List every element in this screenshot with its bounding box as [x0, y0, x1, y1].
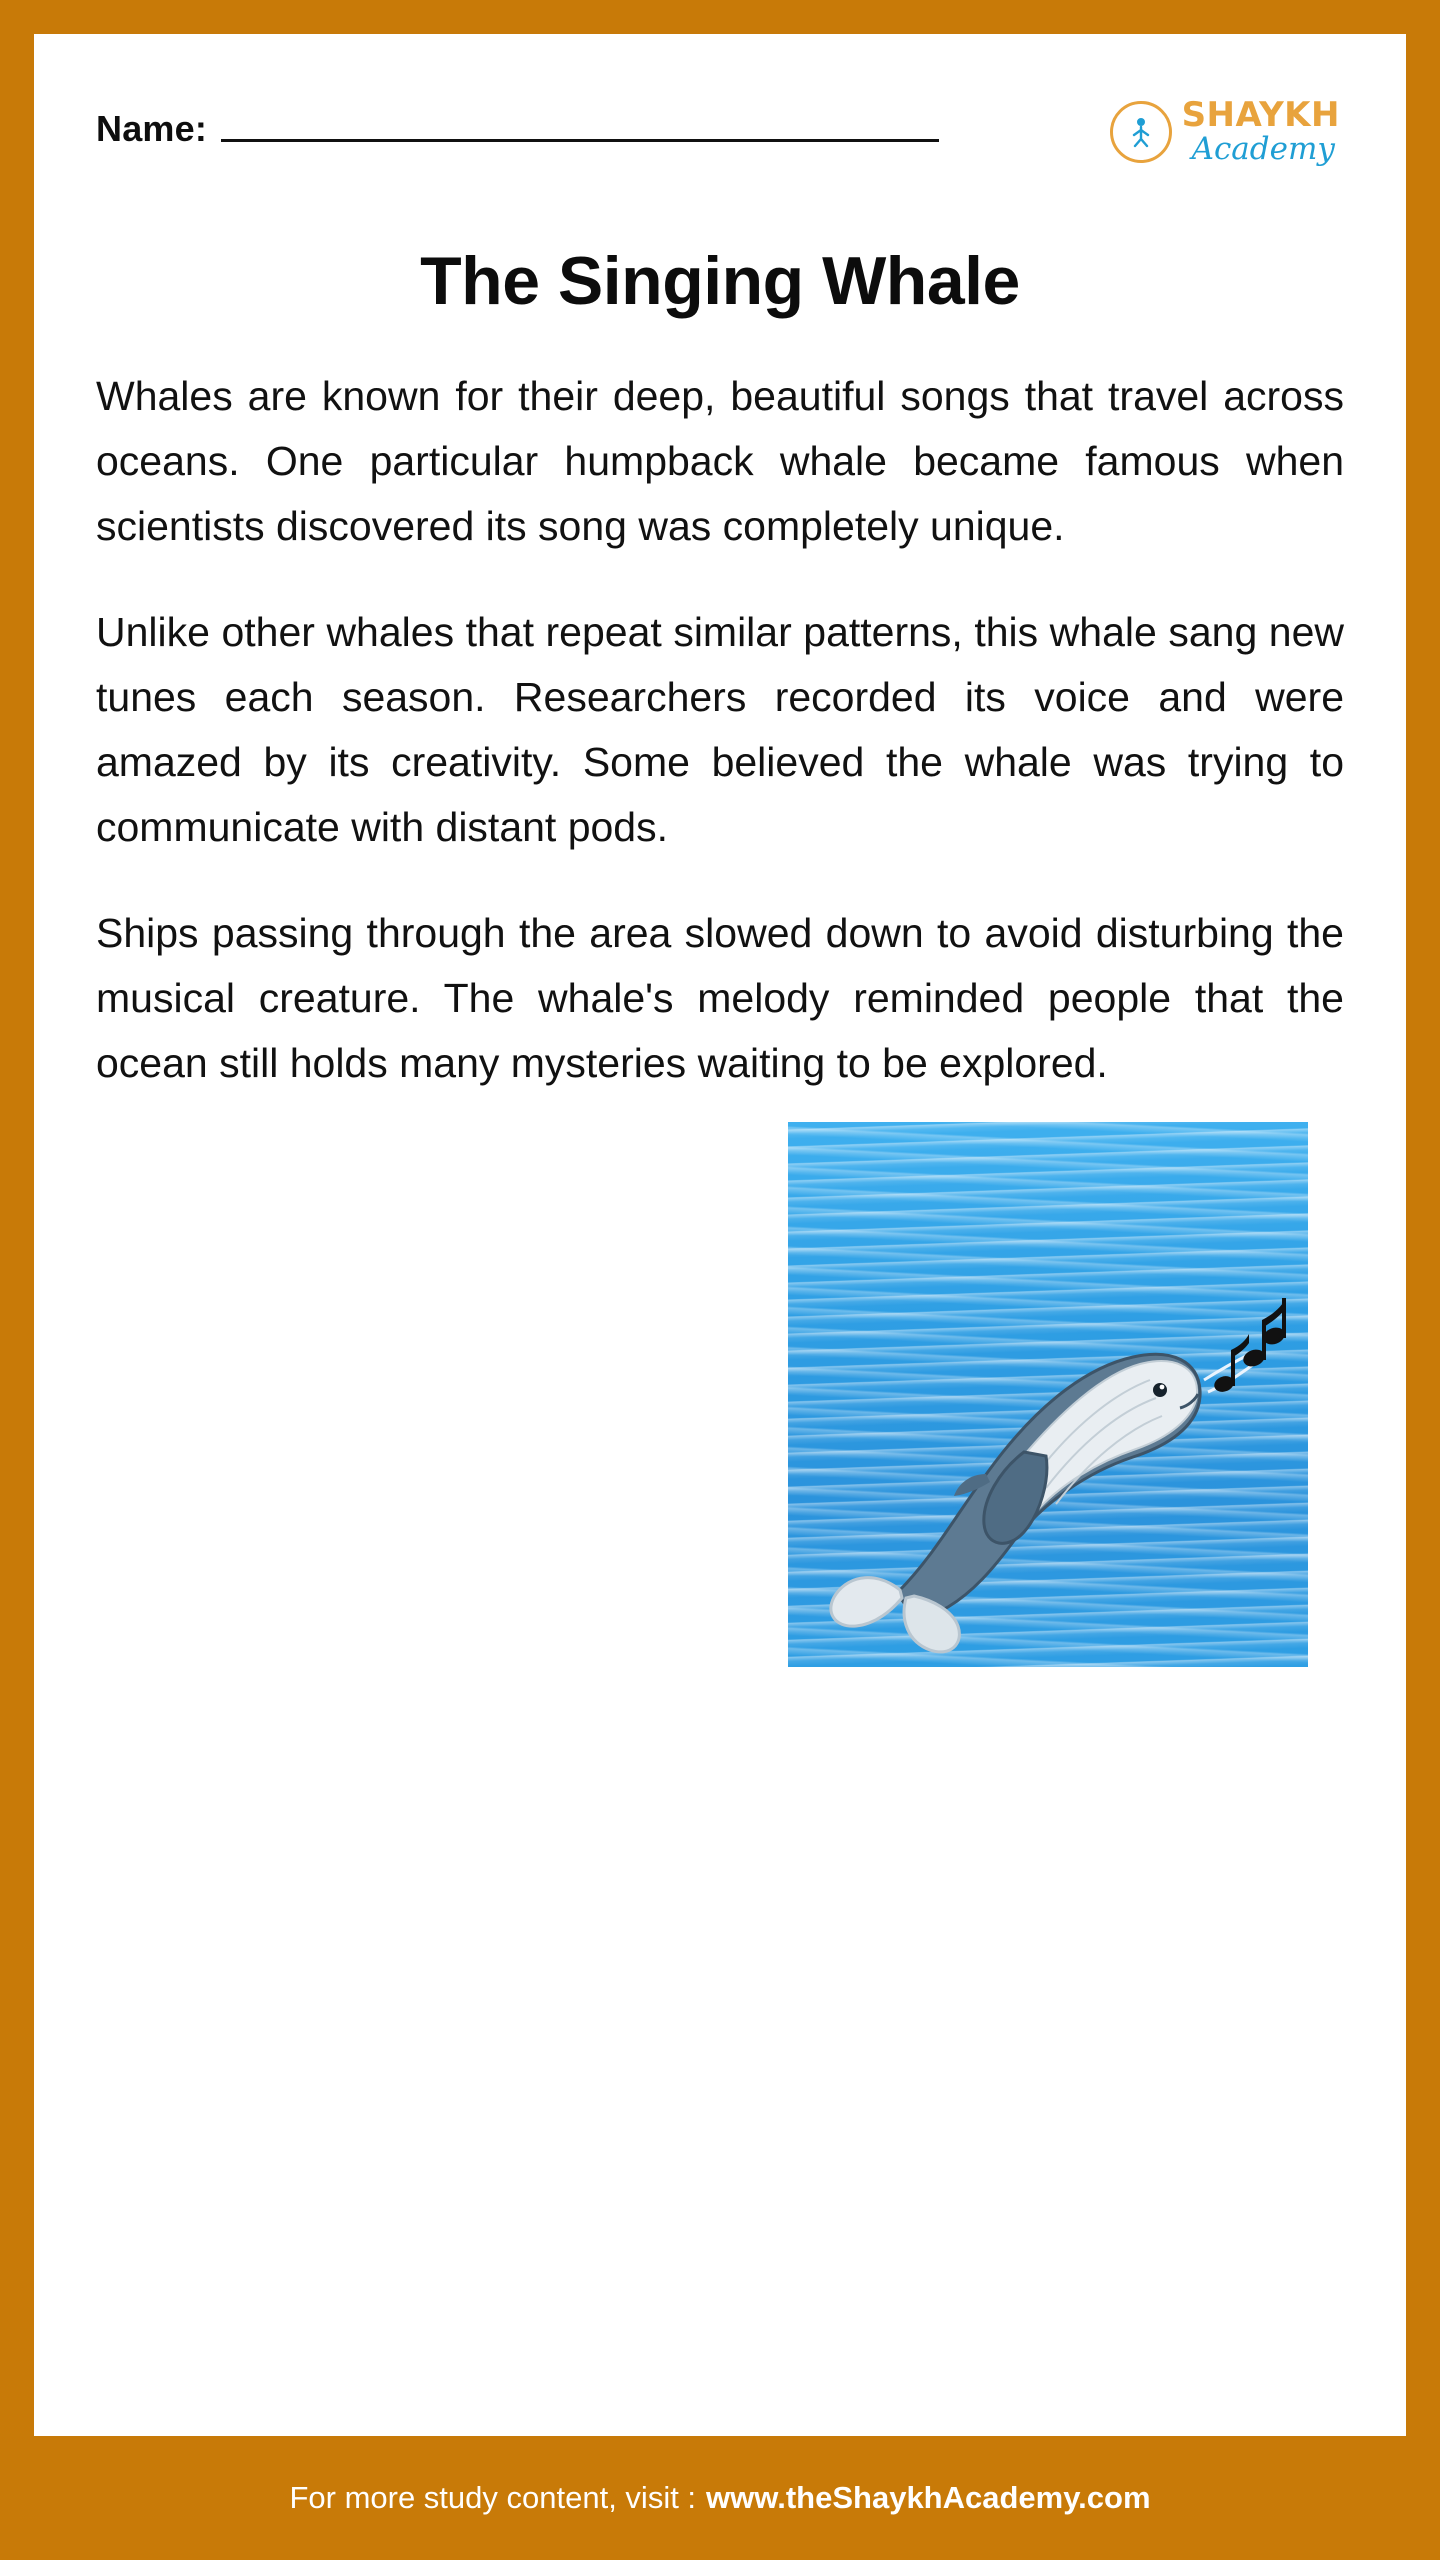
shaykh-academy-logo	[1110, 95, 1340, 167]
logo-text-top: SHAYKH	[1181, 95, 1340, 135]
page-title: The Singing Whale	[420, 243, 1020, 319]
illustration-container	[96, 1122, 1344, 1667]
passage-paragraph-1: Whales are known for their deep, beautiful songs that travel across oceans. One particular humpback whale became famous when scientists discovered its song was completely unique.	[96, 373, 1344, 549]
logo-text-bottom: Academy	[1191, 131, 1335, 167]
worksheet-sheet	[34, 34, 1406, 2436]
footer-text: For more study content, visit :	[289, 2480, 697, 2515]
logo-wordmark	[1181, 95, 1340, 167]
passage-paragraph-3: Ships passing through the area slowed down to avoid disturbing the musical creature. The whale's melody reminded people that the ocean still holds many mysteries waiting to be explored.	[96, 910, 1344, 1086]
worksheet-header	[96, 92, 1344, 204]
passage-paragraph-2: Unlike other whales that repeat similar patterns, this whale sang new tunes each season. Researchers recorded its voice and were amazed by its creativity. Some believed the whale was trying to communicate with distant pods.	[96, 609, 1344, 850]
name-label: Name:	[96, 108, 208, 149]
footer-website-link[interactable]: www.theShaykhAcademy.com	[706, 2480, 1151, 2515]
whale-illustration	[788, 1122, 1308, 1667]
name-input-line[interactable]	[221, 139, 939, 142]
logo-circle-icon	[1110, 101, 1172, 163]
footer-bar	[0, 2436, 1440, 2560]
